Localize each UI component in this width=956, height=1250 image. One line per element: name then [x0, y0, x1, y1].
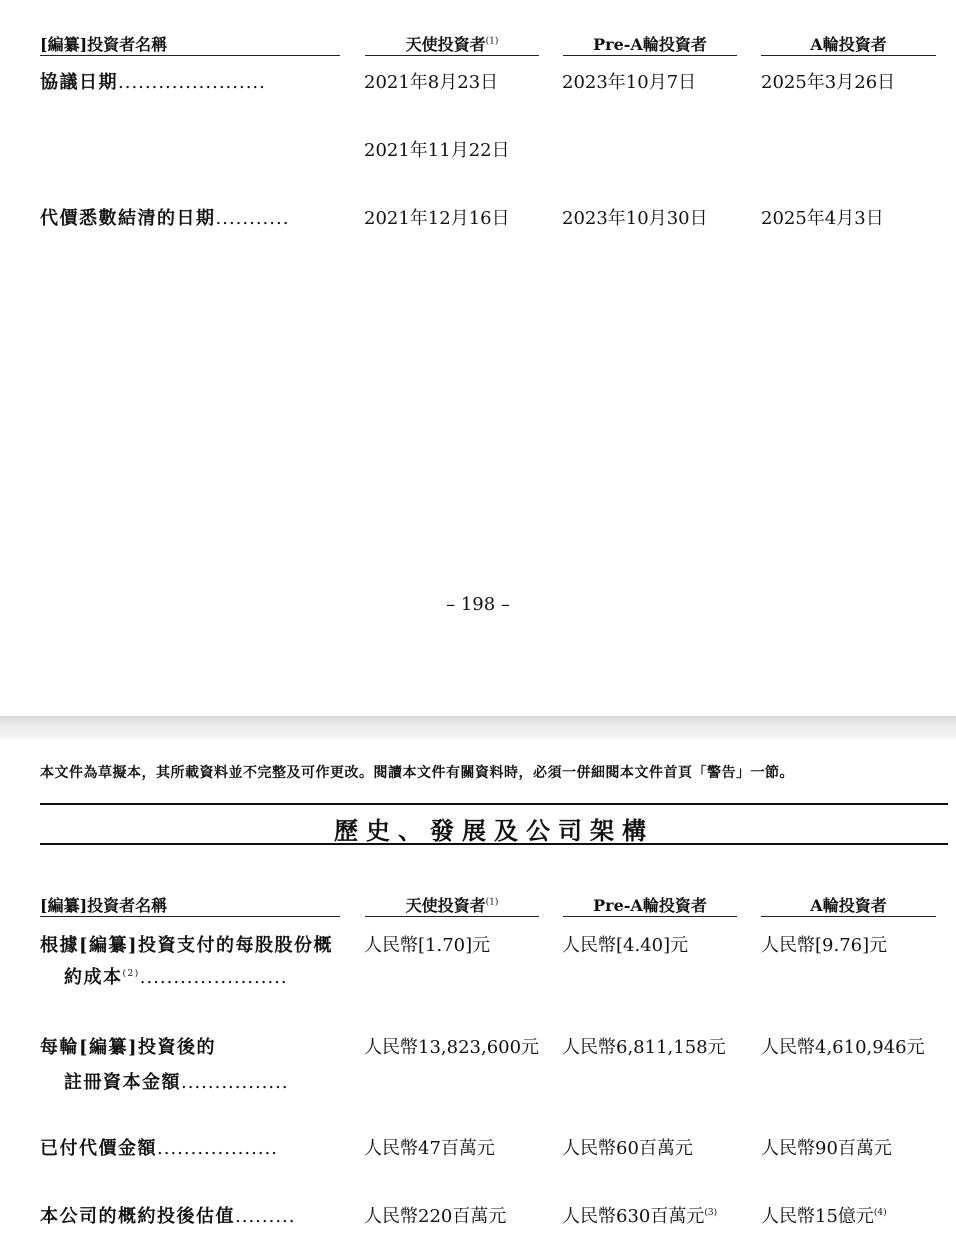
header-underline [761, 916, 936, 917]
cell-value: 人民幣60百萬元 [562, 1138, 693, 1159]
cell-value: 2023年10月30日 [562, 208, 708, 229]
row-label-cost-per-share: 根據[編纂]投資支付的每股股份概 [40, 935, 334, 956]
page-separator [0, 716, 956, 740]
title-rule-top [40, 803, 948, 805]
cell-value: 人民幣15億元$^{(4)}$ [761, 1206, 887, 1227]
cell-value: 2025年3月26日 [761, 72, 896, 93]
cell-value: 人民幣[1.70]元 [364, 935, 491, 956]
column-header-a-round: A輪投資者 [810, 896, 887, 915]
cell-value: 2021年11月22日 [364, 140, 510, 161]
cell-value: 人民幣90百萬元 [761, 1138, 892, 1159]
column-header-name: [編纂]投資者名稱 [40, 896, 168, 915]
header-underline [563, 55, 737, 56]
cell-value: 2025年4月3日 [761, 208, 884, 229]
column-header-angel: 天使投資者$^{(1)}$ [405, 896, 499, 915]
column-header-pre-a: Pre-A輪投資者 [593, 35, 707, 54]
header-underline [365, 916, 539, 917]
row-label-settlement-date: 代價悉數結清的日期........... [40, 208, 290, 229]
header-underline [563, 916, 737, 917]
header-underline [40, 916, 340, 917]
title-rule-bottom [40, 843, 948, 845]
cell-value: 人民幣4,610,946元 [761, 1037, 925, 1058]
draft-notice: 本文件為草擬本，其所載資料並不完整及可作更改。閱讀本文件有關資料時，必須一併細閱本文件首頁「警告」一節。 [40, 765, 794, 781]
cell-value: 2021年12月16日 [364, 208, 510, 229]
row-label-post-money-valuation: 本公司的概約投後估值......... [40, 1206, 296, 1227]
cell-value: 人民幣[9.76]元 [761, 935, 888, 956]
cell-value: 2021年8月23日 [364, 72, 499, 93]
column-header-pre-a: Pre-A輪投資者 [593, 896, 707, 915]
header-underline [40, 55, 340, 56]
cell-value: 人民幣13,823,600元 [364, 1037, 540, 1058]
row-label-agreement-date: 協議日期...................... [40, 72, 266, 93]
row-label-consideration-paid: 已付代價金額.................. [40, 1138, 278, 1159]
cell-value: 2023年10月7日 [562, 72, 697, 93]
cell-value: 人民幣[4.40]元 [562, 935, 689, 956]
row-label-cost-per-share-cont: 約成本$^{(2)}$...................... [64, 967, 288, 988]
cell-value: 人民幣6,811,158元 [562, 1037, 726, 1058]
column-header-a-round: A輪投資者 [810, 35, 887, 54]
cell-value: 人民幣220百萬元 [364, 1206, 507, 1227]
page-number: – 198 – [446, 594, 510, 615]
column-header-angel: 天使投資者$^{(1)}$ [405, 35, 499, 54]
section-title: 歷史、發展及公司架構 [334, 816, 654, 845]
row-label-registered-capital: 每輪[編纂]投資後的 [40, 1037, 217, 1058]
header-underline [365, 55, 539, 56]
cell-value: 人民幣47百萬元 [364, 1138, 495, 1159]
header-underline [761, 55, 936, 56]
row-label-registered-capital-cont: 註冊資本金額................ [64, 1072, 289, 1093]
column-header-name: [編纂]投資者名稱 [40, 35, 168, 54]
cell-value: 人民幣630百萬元$^{(3)}$ [562, 1206, 718, 1227]
